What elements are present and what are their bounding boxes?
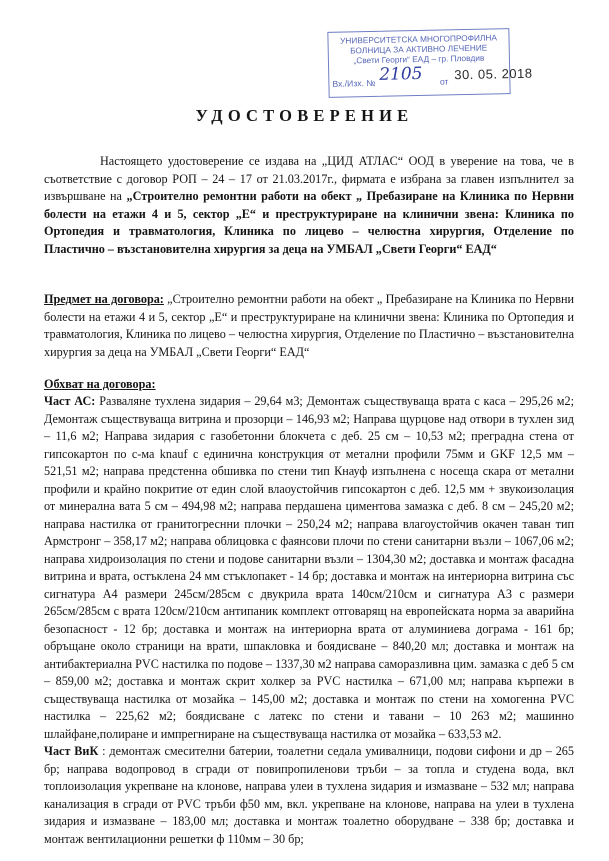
scope-heading [44,376,574,394]
scope-as-paragraph [44,393,574,743]
scope-label: Обхват на договора: [44,377,156,391]
stamp-reg-number: 2105 [379,63,423,85]
scope-body [44,393,574,848]
scope-vik-text: : демонтаж смесителни батерии, тоалетни седала умивалници, подови сифони и др – 265 бр; направа водопровод в сгради от повипропиленови тръби – за топла и студена вода, вкл топлоизолация укрепване на клонове, направа улеи в тухлена зидария и измазване – 532 мл; направа канализация в сгради от PVC тръби ф50 мм, вкл. укрепване на клонове, направа на улеи в тухлена зидария и измазване – 183,00 мл; доставка и монтаж тоалетно оборудване – 338 бр; доставка и монтаж вентилационни решетки ф 110мм – 30 бр; [44,744,574,846]
contract-subject [44,291,574,361]
scope-vik-paragraph [44,743,574,848]
subject-text: „Строително ремонтни работи на обект „ Пребазиране на Клиника по Нервни болести на етажи 4 и 5, сектор „Е“ и преструктуриране на клинични звена: Клиника по Ортопедия и травматология, Клиника по лицево – челюстна хирургия, Отделение по Пластично – възстановителна хирургия за деца на УМБАЛ „Свети Георги“ ЕАД“ [44,292,574,359]
intro-contract-title: „Строително ремонтни работи на обект „ Пребазиране на Клиника по Нервни болести на етажи 4 и 5, сектор „Е“ и преструктуриране на клинични звена: Клиника по Ортопедия и травматология, Клиника по лицево – челюстна хирургия, Отделение по Пластично – възстановителна хирургия за деца на УМБАЛ „Свети Георги“ ЕАД“ [44,189,574,256]
document-title: УДОСТОВЕРЕНИЕ [195,106,414,125]
registration-stamp [327,28,533,98]
scope-as-label: Част АС: [44,394,96,408]
stamp-reg-label: Вх./Изх. № [332,77,376,89]
stamp-line-3: „Свети Георги“ ЕАД – гр. Пловдив [353,52,485,66]
scope-as-text: Разваляне тухлена зидария – 29,64 м3; Демонтаж съществуваща врата с каса – 295,26 м2; Демонтаж съществуваща витрина и прозорци – 146,93 м2; Направа щурцове над отвори в тухлен зид – 11,6 м2; Направа зидария с газобетонни блокчета с деб. 25 см – 10,53 м2; преградна стена от гипсокартон по с-ма knauf с единична конструкция от метални профили 75мм и GKF 12,5 мм – 521,51 м2; направа предстенна обшивка по стени тип Кнауф изпълнена с носеща скара от метални профили и крайно покритие от един слой влаоустойчив гипсокартон с деб. 12,5 мм + звукоизолация от минерална вата 5 см – 494,98 м2; направа пердашена циментова замазка с деб. 8 см – 245,20 м2; направа настилка от гранитогреснни плочки – 250,24 м2; направа влагоустойчив окачен таван тип Армстронг – 358,17 м2; направа облицовка с фаянсови плочи по стени санитарни възли – 1067,06 м2; направа хидроизолация по стени и подове санитарни възли – 1304,30 м2; доставка и монтаж фасадна витрина и врата, остъклена 24 мм стъклопакет - 14 бр; доставка и монтаж на интериорна витрина със сигнатура А4 размери 245см/285см с двукрила врата 140см/210см и сигнатура А3 с размери 265см/285см с врата 120см/210см антипаник комплект отговарящ на европейската норма за аварийна безопасност - 12 бр; доставка и монтаж на интериорна врата от алуминиева дограма - 161 бр; обръщане около страници на врати, шпакловка и боядисване – 840,20 мл; доставка и монтаж на антибактериална PVC настилка по подове – 1337,30 м2 направа саморазливна цим. замазка с деб 5 см – 859,00 м2; доставка и монтаж скрит холкер за PVC настилка – 671,00 мл; направа кърпежи в съществуваща настилка от мозайка – 145,00 м2; доставка и монтаж по стени на хомогенна PVC настилка – 225,62 м2; боядисване с латекс по стени и тавани – 10 263 м2; машинно шлайфане,полиране и импрегниране на съществуваща настилка от мозайка – 633,53 м2. [44,394,574,741]
stamp-date-label: от [439,76,449,87]
stamp-line-2: БОЛНИЦА ЗА АКТИВНО ЛЕЧЕНИЕ [350,42,488,56]
subject-label: Предмет на договора: [44,292,164,306]
stamp-line-1: УНИВЕРСИТЕТСКА МНОГОПРОФИЛНА [339,32,498,46]
intro-paragraph [44,153,574,258]
scope-vik-label: Част ВиК [44,744,99,758]
intro-text: Настоящето удостоверение се издава на „ЦИД АТЛАС“ ООД в уверение на това, че в съответствие с договор РОП – 24 – 17 от 21.03.2017г., фирмата е избрана за главен изпълнител за извършване на [44,154,574,203]
stamp-date: 30. 05. 2018 [454,65,533,83]
